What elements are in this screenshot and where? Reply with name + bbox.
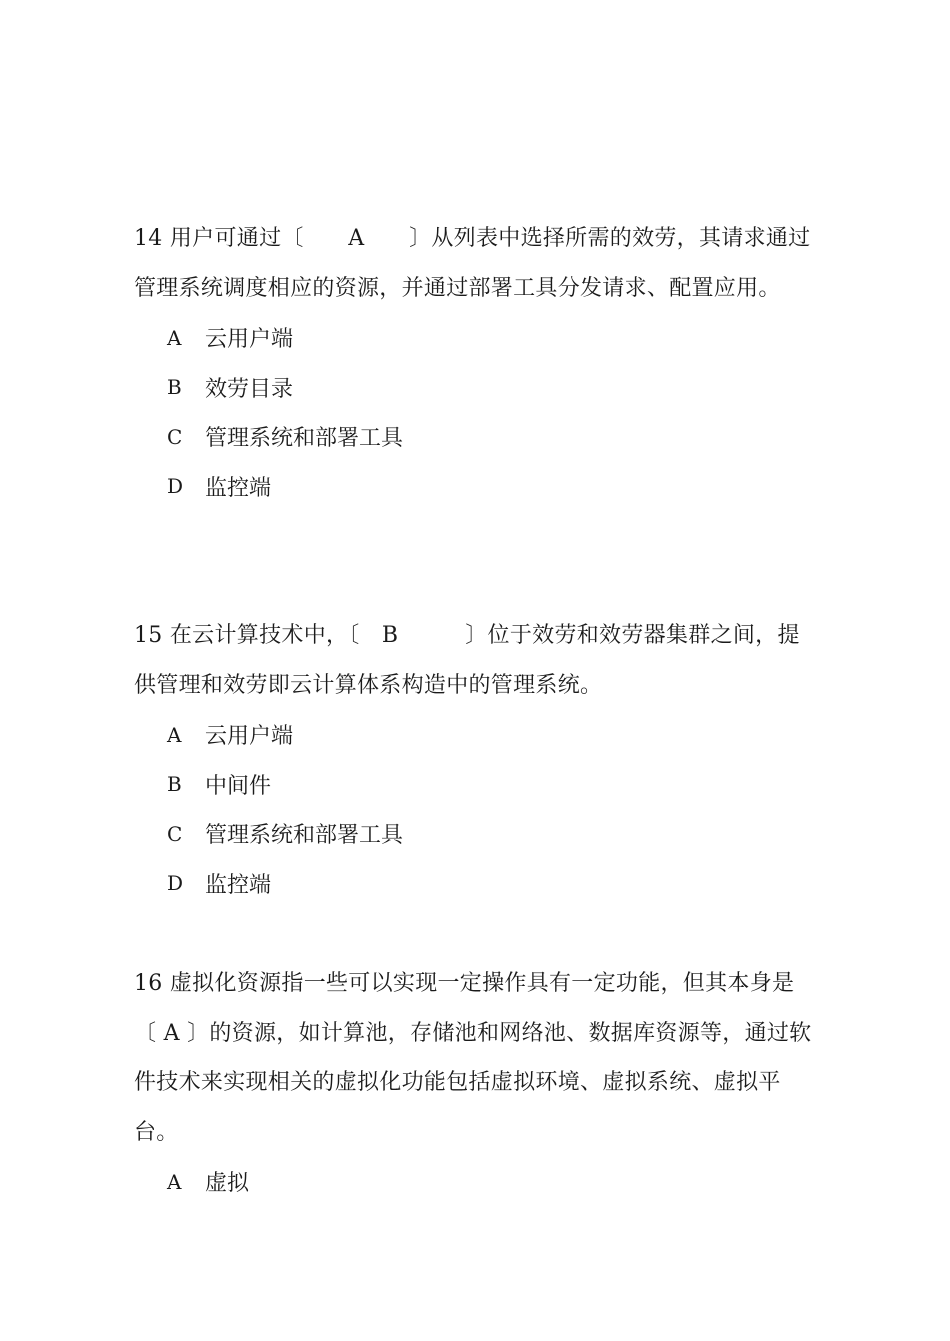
option-label: 监控端 xyxy=(205,872,272,898)
option-a xyxy=(134,710,814,760)
option-label: 管理系统和部署工具 xyxy=(205,823,404,849)
option-label: 管理系统和部署工具 xyxy=(205,426,404,452)
option-label: 效劳目录 xyxy=(205,376,294,402)
option-c xyxy=(134,809,814,859)
option-letter: C xyxy=(167,424,183,449)
question-15 xyxy=(134,611,814,908)
option-letter: A xyxy=(167,325,182,350)
option-letter: B xyxy=(167,375,182,400)
option-label: 虚拟 xyxy=(205,1171,250,1197)
option-list xyxy=(134,313,814,511)
option-b xyxy=(134,363,814,413)
option-letter: C xyxy=(167,821,183,846)
option-list xyxy=(134,1157,814,1207)
option-d xyxy=(134,859,814,909)
question-text: 14 用户可通过〔 A 〕从列表中选择所需的效劳，其请求通过管理系统调度相应的资源，并通过部署工具分发请求、配置应用。 xyxy=(134,226,811,301)
option-label: 中间件 xyxy=(205,773,272,799)
question-text: 15 在云计算技术中，〔 B 〕位于效劳和效劳器集群之间，提供管理和效劳即云计算体系构造中的管理系统。 xyxy=(134,623,800,698)
option-d xyxy=(134,462,814,512)
option-b xyxy=(134,760,814,810)
option-label: 云用户端 xyxy=(205,327,294,353)
option-letter: D xyxy=(167,474,184,499)
option-a xyxy=(134,313,814,363)
option-c xyxy=(134,412,814,462)
option-letter: A xyxy=(167,1169,182,1194)
option-letter: A xyxy=(167,722,182,747)
option-label: 监控端 xyxy=(205,475,272,501)
option-a xyxy=(134,1157,814,1207)
option-label: 云用户端 xyxy=(205,724,294,750)
question-text: 16 虚拟化资源指一些可以实现一定操作具有一定功能，但其本身是〔 A 〕的资源，如计算池，存储池和网络池、数据库资源等，通过软件技术来实现相关的虚拟化功能包括虚拟环境、虚拟系统、虚拟平台。 xyxy=(134,971,812,1145)
option-letter: B xyxy=(167,772,182,797)
question-16 xyxy=(134,959,814,1207)
question-14 xyxy=(134,214,814,511)
option-letter: D xyxy=(167,871,184,896)
option-list xyxy=(134,710,814,908)
